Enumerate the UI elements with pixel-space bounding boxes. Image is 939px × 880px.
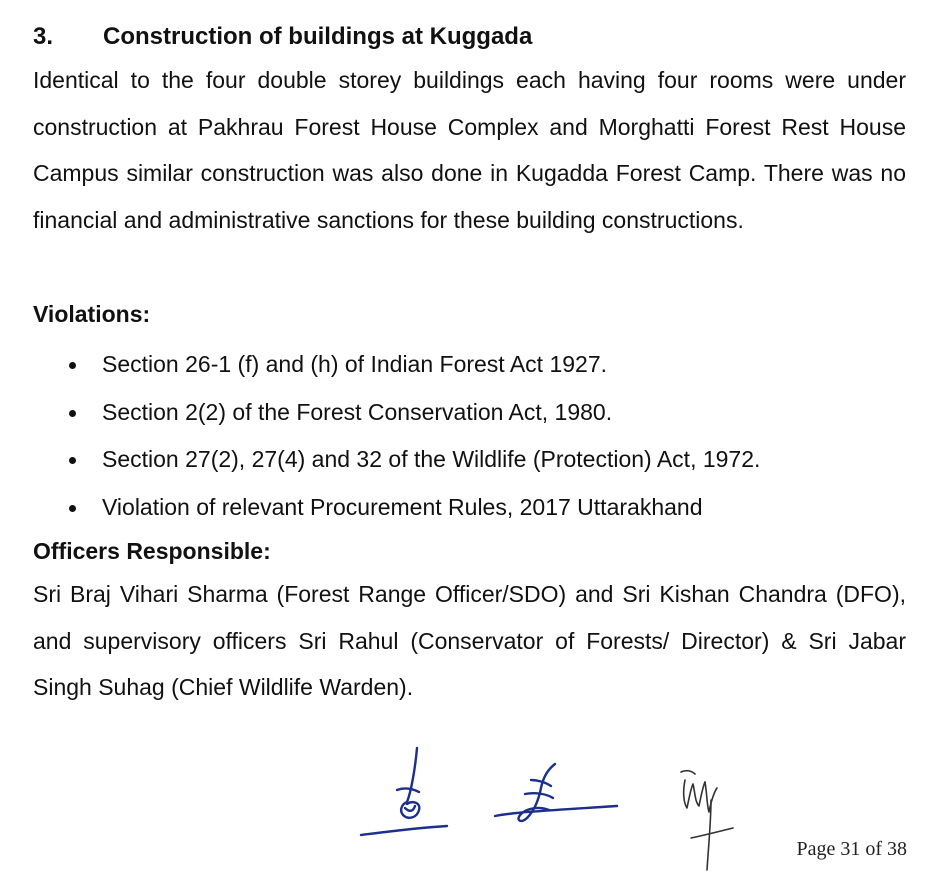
bullet-icon bbox=[69, 362, 76, 369]
violations-list bbox=[33, 341, 760, 531]
section-heading bbox=[33, 20, 532, 54]
violations-heading: Violations: bbox=[33, 301, 151, 327]
violation-item bbox=[33, 436, 760, 484]
violation-text: Section 2(2) of the Forest Conservation Act, 1980. bbox=[102, 398, 613, 425]
officers-heading: Officers Responsible: bbox=[33, 538, 271, 564]
section-title: Construction of buildings at Kuggada bbox=[103, 23, 533, 50]
signature-1 bbox=[361, 748, 447, 835]
bullet-icon bbox=[69, 457, 76, 464]
violation-text: Violation of relevant Procurement Rules, 2017 Uttarakhand bbox=[102, 493, 703, 520]
bullet-icon bbox=[69, 505, 76, 512]
violation-item bbox=[33, 484, 760, 532]
officers-text: Sri Braj Vihari Sharma (Forest Range Officer/SDO) and Sri Kishan Chandra (DFO), and supervisory officers Sri Rahul (Conservator of Forests/ Director) & Sri Jabar Singh Suhag (Chief Wildlife Warden). bbox=[33, 581, 906, 700]
violation-item bbox=[33, 389, 760, 437]
signature-2 bbox=[495, 764, 617, 821]
bullet-icon bbox=[69, 410, 76, 417]
signatures bbox=[355, 740, 755, 880]
violation-item bbox=[33, 341, 760, 389]
violation-text: Section 26-1 (f) and (h) of Indian Forest Act 1927. bbox=[102, 351, 608, 377]
section-description: Identical to the four double storey buildings each having four rooms were under construction at Pakhrau Forest House Complex and Morghatti Forest Rest House Campus similar construction was also done in Kugadda Forest Camp. There was no financial and administrative sanctions for these building constructions. bbox=[33, 67, 906, 233]
signature-3 bbox=[681, 771, 733, 870]
section-number: 3. bbox=[33, 23, 54, 50]
violation-text: Section 27(2), 27(4) and 32 of the Wildlife (Protection) Act, 1972. bbox=[102, 446, 761, 472]
page-number: Page 31 of 38 bbox=[796, 838, 907, 860]
